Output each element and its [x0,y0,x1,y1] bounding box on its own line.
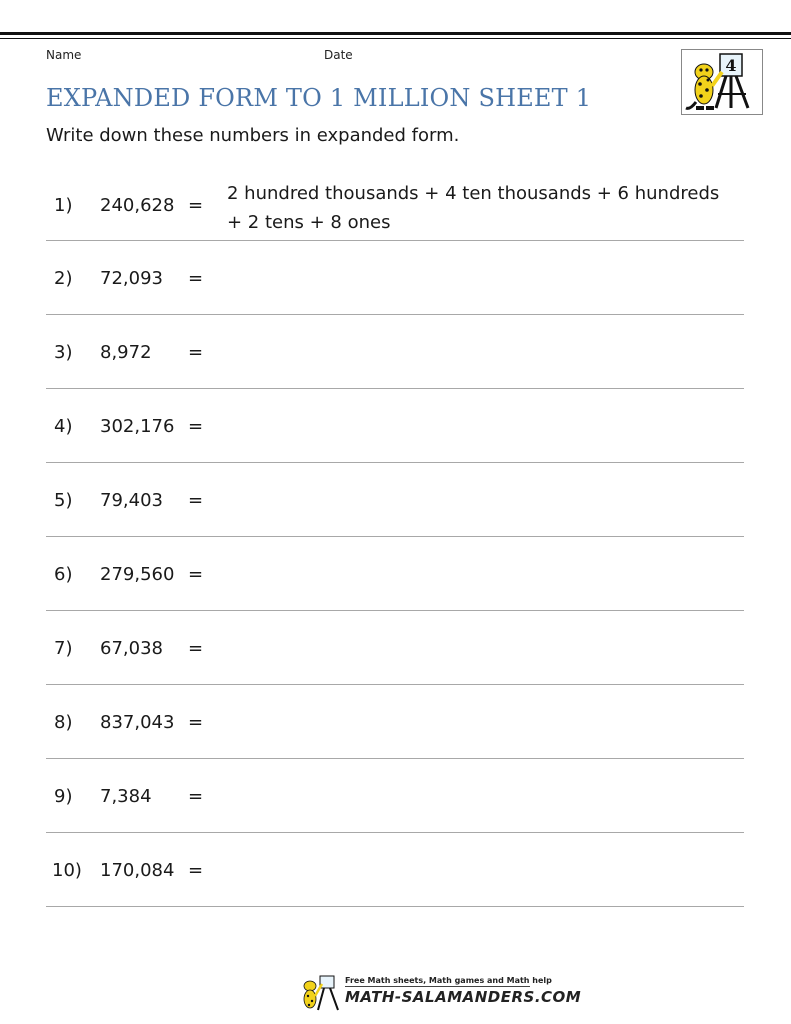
equals-sign: = [188,416,204,437]
salamander-logo [681,49,763,115]
question-number: 7) [54,638,73,659]
question-number: 10) [52,860,82,881]
question-number: 8) [54,712,73,733]
answer-line [46,906,744,907]
logo-number: 4 [725,56,737,75]
instructions: Write down these numbers in expanded form. [46,125,460,146]
equals-sign: = [188,786,204,807]
answer-line [46,388,744,389]
question-number: 6) [54,564,73,585]
question-value: 240,628 [100,195,175,216]
question-number: 4) [54,416,73,437]
question-value: 7,384 [100,786,152,807]
name-label: Name [46,48,82,62]
equals-sign: = [188,490,204,511]
answer-line [46,240,744,241]
answer-line [46,314,744,315]
question-value: 170,084 [100,860,175,881]
equals-sign: = [188,860,204,881]
answer-line [46,462,744,463]
answer-line [46,832,744,833]
equals-sign: = [188,712,204,733]
question-value: 302,176 [100,416,175,437]
footer-divider [345,986,530,987]
top-rule [0,32,791,35]
equals-sign: = [188,342,204,363]
equals-sign: = [188,638,204,659]
worksheet-title: EXPANDED FORM TO 1 MILLION SHEET 1 [46,84,592,112]
question-value: 79,403 [100,490,163,511]
question-value: 837,043 [100,712,175,733]
answer-line [46,536,744,537]
equals-sign: = [188,564,204,585]
question-number: 3) [54,342,73,363]
answer-line [46,610,744,611]
question-value: 279,560 [100,564,175,585]
question-number: 2) [54,268,73,289]
top-rule-thin [0,38,791,39]
salamander-icon [300,974,344,1012]
question-number: 1) [54,195,73,216]
equals-sign: = [188,268,204,289]
question-value: 72,093 [100,268,163,289]
footer-logo [300,974,582,1012]
question-value: 8,972 [100,342,152,363]
footer-tagline: Free Math sheets, Math games and Math help [345,976,552,985]
footer-site: MATH-SALAMANDERS.COM [345,988,582,1006]
answer-text [227,179,747,237]
equals-sign: = [188,195,204,216]
question-value: 67,038 [100,638,163,659]
answer-line [46,684,744,685]
date-label: Date [324,48,353,62]
answer-line-1: 2 hundred thousands + 4 ten thousands + 6 hundreds [227,183,720,204]
question-number: 9) [54,786,73,807]
salamander-teacher-icon [682,50,762,114]
answer-line [46,758,744,759]
answer-line-2: + 2 tens + 8 ones [227,212,391,233]
question-number: 5) [54,490,73,511]
